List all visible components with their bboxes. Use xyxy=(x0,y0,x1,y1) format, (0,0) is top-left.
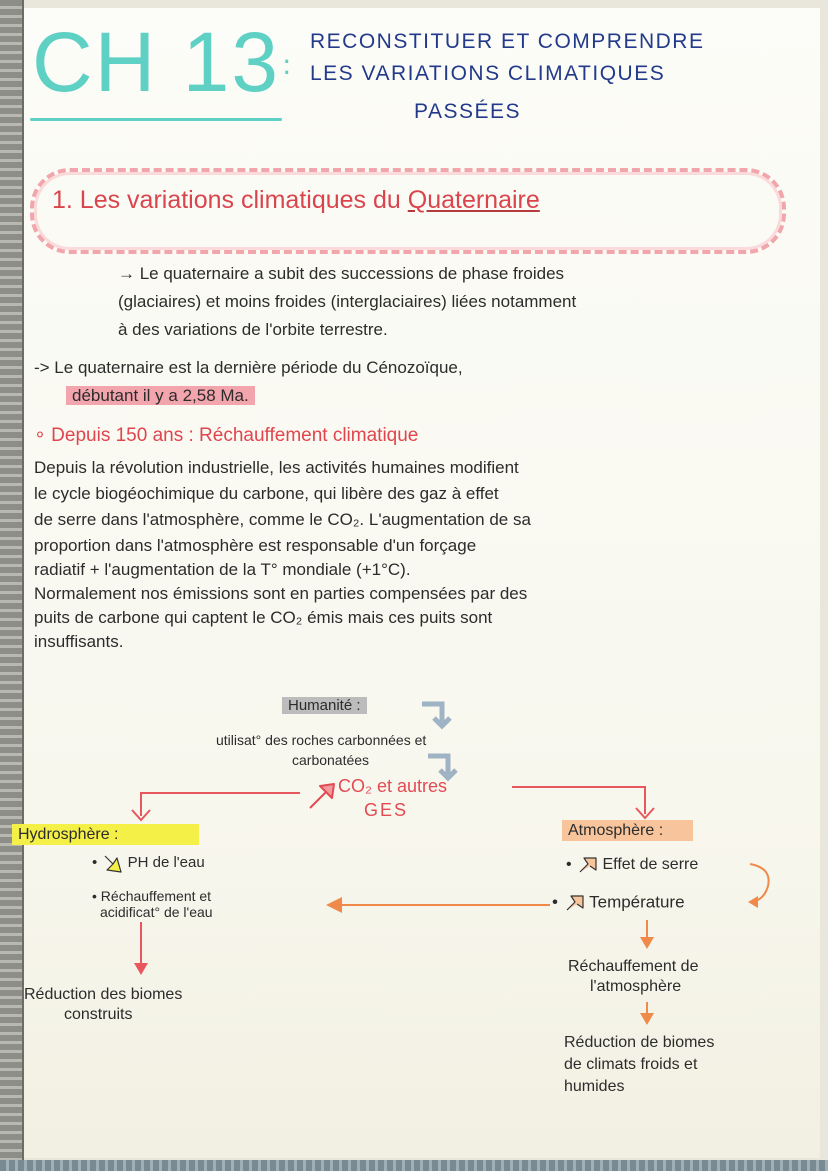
highlighted-date: débutant il y a 2,58 Ma. xyxy=(66,386,255,405)
paragraph-3-line-8: insuffisants. xyxy=(34,632,124,651)
paragraph-3-line-6: Normalement nos émissions sont en parties compensées par des xyxy=(34,584,528,603)
warming-label: Réchauffement et xyxy=(100,888,212,904)
hydrosphere-title-wrap xyxy=(12,826,199,844)
decrease-arrow-icon xyxy=(101,852,123,874)
increase-arrow-icon-greenhouse xyxy=(576,854,598,876)
notebook-binding xyxy=(0,0,24,1171)
atmo-step2-line-1: Réduction de biomes xyxy=(564,1034,715,1051)
ph-label: PH de l'eau xyxy=(127,853,205,871)
atmo-step2-line-3: humides xyxy=(564,1078,625,1095)
chapter-underline xyxy=(30,118,282,121)
gas-label-line-1: CO₂ et autres xyxy=(338,776,448,796)
source-detail-line-1: utilisat° des roches carbonnées et xyxy=(216,732,427,748)
diagram-source-label xyxy=(282,697,367,714)
paragraph-3-line-1: Depuis la révolution industrielle, les activités humaines modifient xyxy=(34,458,519,477)
section-1-title-emphasis: Quaternaire xyxy=(407,186,540,214)
paragraph-3-line-7: puits de carbone qui captent le CO₂ émis mais ces puits sont xyxy=(34,608,493,627)
paragraph-1-line-3: à des variations de l'orbite terrestre. xyxy=(118,320,388,339)
chapter-colon: : xyxy=(282,48,292,81)
atmo-step1-line-2: l'atmosphère xyxy=(590,978,682,995)
paragraph-1-line-1: → Le quaternaire a subit des successions de phase froides xyxy=(118,264,565,283)
temperature-label: Température xyxy=(589,892,685,912)
paragraph-3-line-5: radiatif + l'augmentation de la T° mondiale (+1°C). xyxy=(34,560,411,579)
arrow-down-icon-left xyxy=(130,808,152,822)
atmosphere-title-wrap xyxy=(562,822,693,840)
section-1-title-prefix: 1. Les variations climatiques du xyxy=(52,186,408,214)
branch-line-right xyxy=(512,786,646,788)
hydrosphere-item-2-line-1: • Réchauffement et xyxy=(92,888,212,904)
hydrosphere-title: Hydrosphère : xyxy=(12,824,199,845)
section-1-title xyxy=(52,186,540,215)
humanite-label: Humanité : xyxy=(282,697,367,714)
paragraph-3-line-3: de serre dans l'atmosphère, comme le CO₂. L'augmentation de sa xyxy=(34,510,531,529)
subsection-title: ∘ Depuis 150 ans : Réchauffement climatique xyxy=(34,425,419,446)
paragraph-3-line-4: proportion dans l'atmosphère est responsable d'un forçage xyxy=(34,536,477,555)
atmo-step1-line-1: Réchauffement de xyxy=(568,958,699,975)
temperature-to-hydro-line xyxy=(340,904,550,906)
arrow-down-icon-atmo-2 xyxy=(639,1012,655,1026)
atmosphere-title: Atmosphère : xyxy=(562,820,693,841)
source-detail-line-2: carbonatées xyxy=(292,752,370,768)
curved-arrow-icon-orange xyxy=(748,862,778,908)
greenhouse-label: Effet de serre xyxy=(602,856,699,874)
hydro-consequence-line-2: construits xyxy=(64,1006,133,1023)
paragraph-2-line-1: -> Le quaternaire est la dernière période du Cénozoïque, xyxy=(34,358,463,377)
arrow-down-icon-right xyxy=(634,806,656,820)
hydrosphere-item-1: • PH de l'eau xyxy=(92,852,205,874)
hydrosphere-item-2-line-2: acidificat° de l'eau xyxy=(100,904,213,920)
chapter-number: CH 13 xyxy=(32,15,281,109)
hydro-consequence-line-1: Réduction des biomes xyxy=(24,986,183,1003)
branch-line-left xyxy=(140,792,300,794)
gas-label-line-2: GES xyxy=(364,800,409,820)
paragraph-1-line-2: (glaciaires) et moins froides (interglaciaires) liées notamment xyxy=(118,292,577,311)
page-bottom-edge xyxy=(0,1160,828,1171)
arrow-left-icon-orange xyxy=(326,896,344,914)
increase-arrow-icon-temperature xyxy=(563,892,585,914)
atmosphere-item-2: • Température xyxy=(552,892,685,914)
gray-curved-arrow-icon xyxy=(420,698,460,728)
chapter-subtitle-line-1: RECONSTITUER ET COMPRENDRE xyxy=(310,30,705,53)
increase-arrow-icon xyxy=(306,780,338,812)
atmosphere-item-1: • Effet de serre xyxy=(566,854,698,876)
arrow-down-icon-atmo-1 xyxy=(639,936,655,950)
paragraph-3-line-2: le cycle biogéochimique du carbone, qui libère des gaz à effet xyxy=(34,484,499,503)
atmo-step2-line-2: de climats froids et xyxy=(564,1056,698,1073)
paragraph-2-highlight xyxy=(66,386,255,406)
chapter-subtitle-line-2: LES VARIATIONS CLIMATIQUES xyxy=(310,62,666,85)
chapter-subtitle-line-3: PASSÉES xyxy=(414,100,521,123)
arrow-down-icon-hydro xyxy=(133,962,149,976)
